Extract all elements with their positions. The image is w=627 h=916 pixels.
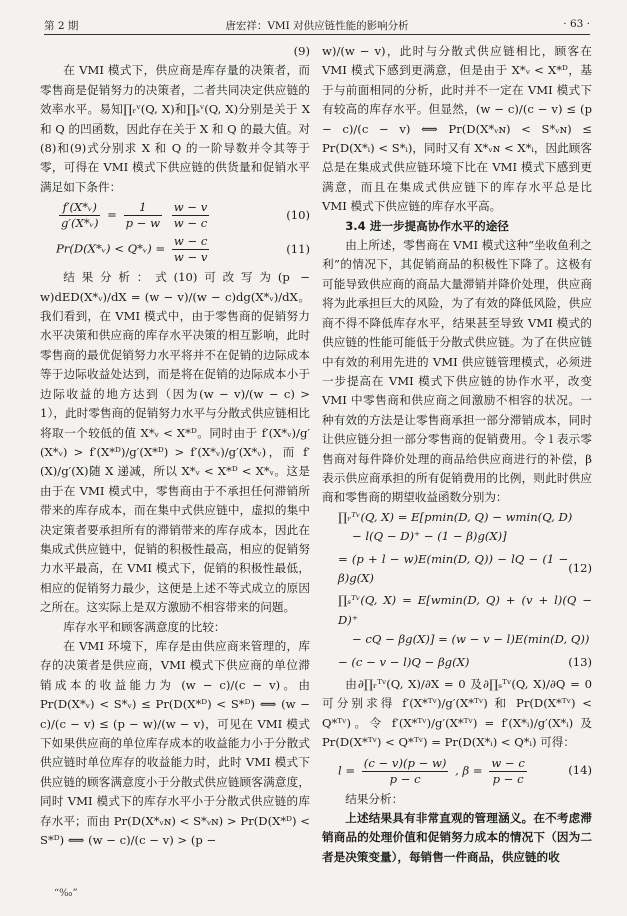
eq11-denominator: w − v [173, 250, 208, 265]
eq10-r1-numerator: 1 [124, 200, 162, 216]
paragraph-vmi-model: 在 VMI 模式下，供应商是库存量的决策者，而零售商是促销努力的决策者，二者共同决定供应链的效率水平。易知∏ᵣᵛ(Q, X)和∏ₛᵛ(Q, X)分别是关于 X 和 Q 的凹函数，因此存在关于 X 和 Q 的最大值。对(8)和(9)式分别求 X 和 Q 的一阶导数并令其等于零，可得在 VMI 模式下供应链的供货量和促销水平满足如下条件： [40, 63, 310, 194]
equation-13-label: (13) [568, 654, 592, 669]
formula-supplier-profit: ∏ₛᵀᵛ(Q, X) = E[wmin(D, Q) + (v + l)(Q − D)⁺ [338, 593, 592, 627]
section-heading-3-4: 3.4 进一步提高协作水平的途径 [345, 218, 509, 233]
eq14-beta-fraction [489, 756, 527, 787]
eq11-lhs: Pr(D(X*ᵥ) < Q*ᵥ) = [56, 241, 166, 256]
paragraph-result-analysis: 结果分析：式(10)可改写为(p − w)dED(X*ᵥ)/dX = (w − v)/(w − c)dg(X*ᵥ)/dX。我们看到，在 VMI 模式中，由于零售商的促销努力水平决策和供应商的库存水平决策的相互影响，此时零售商的最优促销努力水平将并不在促销的边际成本等于边际收益处达到，而是将在促销的边际成本小于边际收益的地方达到（因为(w − v)/(w − c) > 1），此时零售商的促销努力水平与分散式供应链相比将取一个较低的值 X*ᵥ < X*ᴰ。同时由于 f′(X*ᵥ)/g′(X*ᵥ) > f′(X*ᴰ)/g′(X*ᴰ) > f′(X*ᵥ)/g′(X*ᵥ)，而 f′(X)/g′(X)随 X 递减，所以 X*ᵥ < X*ᴰ < X*ᵥ。这是由于在 VMI 模式中，零售商由于不承担任何滞销所带来的库存成本，而在集中式供应链中，虚拟的集中决定策者要承担所有的滞销带来的库存成本，因此在集成式供应链中，促销的积极性最高，相应的促销努力水平最高，在 VMI 模式下，促销的积极性最低，相应的促销努力最少，这便是上述不等式成立的原因之所在。这实际上是双方激励不相容带来的问题。 [40, 270, 310, 615]
equation-12 [322, 550, 592, 589]
eq10-r2-denominator: w − c [173, 216, 208, 231]
eq11-numerator: w − c [172, 234, 210, 250]
eq10-equals: = [107, 207, 117, 222]
eq14-b-numerator: w − c [491, 755, 525, 770]
paragraph-inventory-comparison-heading: 库存水平和顾客满意度的比较： [63, 619, 226, 634]
paragraph-collaboration: 由上所述，零售商在 VMI 模式这种“坐收鱼利之利”的情况下，其促销商品的积极性下降了。这极有可能导致供应商的商品大量滞销并降价处理，供应商将为此承担巨大的风险，为了有效的降低风险，供应商不得不降低库存水平，结果甚至导致 VMI 模式的供应链的性能可能低于分散式供应链。为了在供应链中有效的利用先进的 VMI 供应链管理模式，必须进一步提高在 VMI 模式下供应链的协作水平，改变 VMI 中零售商和供应商之间激励不相容的状况。一种有效的方法是让零售商承担一部分滞销成本，同时让供应链分担一部分零售商的促销费用。令 l 表示零售商对每件降价处理的商品给供应商进行的补偿，β 表示供应商承担的所有促销费用的比例，则此时供应商和零售商的期望收益函数分别为： [322, 238, 592, 505]
equation-14-label: (14) [568, 763, 592, 778]
eq11-fraction [172, 234, 210, 265]
page-number: · 63 · [563, 18, 590, 30]
eq10-lhs-denominator: g′(X*ᵥ) [61, 216, 99, 231]
footer-mark: “‰” [54, 888, 78, 899]
formula-retailer-profit: ∏ᵣᵀᵛ(Q, X) = E[pmin(D, Q) − wmin(Q, D) [338, 509, 573, 524]
equation-11-label: (11) [286, 242, 310, 257]
running-header [44, 16, 590, 35]
equation-9-label: (9) [293, 44, 310, 58]
left-column [40, 42, 310, 850]
equation-11 [40, 234, 310, 265]
eq10-r2-numerator: w − v [173, 200, 208, 215]
paragraph-derivation: 由∂∏ᵣᵀᵛ(Q, X)/∂X = 0 及∂∏ₛᵀᵛ(Q, X)/∂Q = 0 可分别求得 f′(X*ᵀᵛ)/g′(X*ᵀᵛ) 和 Pr(D(X*ᵀᵛ) < Q*ᵀᵛ)。令 f′(X*ᵀᵛ)/g′(X*ᵀᵛ) = f′(X*ᵢ)/g′(X*ᵢ) 及 Pr(D(X*ᵀᵛ) < Q*ᵀᵛ) = Pr(D(X*ᵢ) < Q*ᵢ) 可得： [322, 677, 592, 750]
eq14-l-numerator: (c − v)(p − w) [363, 755, 447, 770]
formula-retailer-profit-expanded: = (p + l − w)E(min(D, Q)) − lQ − (1 − β)g(X) [338, 551, 569, 585]
eq14-l-denominator: p − c [389, 771, 421, 786]
right-column [322, 42, 592, 867]
eq14-b-denominator: p − c [492, 771, 524, 786]
journal-issue: 第 2 期 [44, 20, 79, 32]
equation-10-label: (10) [286, 208, 310, 223]
paragraph-continued: w)/(w − v)，此时与分散式供应链相比，顾客在 VMI 模式下感到更满意，但是由于 X*ᵥ < X*ᴰ，基于与前面相同的分析，此时并不一定在 VMI 模式下有较高的库存水平。但显然，(w − c)/(c − v) ≤ (p − c)/(c − v) ⟺ Pr(D(X*ᵥɴ) < S*ᵥɴ) ≤ Pr(D(X*ᵢ) < S*ᵢ)，同时又有 X*ᵥɴ < X*ᵢ，因此顾客总是在集成式供应链环境下比在 VMI 模式下感到更满意，而且在集成式供应链下的库存水平总是比 VMI 模式下供应链的库存水平高。 [322, 44, 592, 214]
formula-supplier-profit-cont: − cQ − βg(X)] = (w − v − l)E(min(D, Q)) [352, 632, 590, 647]
paragraph-inventory-comparison: 在 VMI 环境下，库存是由供应商来管理的，库存的决策者是供应商，VMI 模式下供应商的单位滞销成本的收益能力为 (w − c)/(c − v)。由 Pr(D(X*ᵥ) < S*ᵥ) ≤ Pr(D(X*ᴰ) < S*ᴰ) ⟺ (w − c)/(c − v) ≤ (p − w)/(w − v)，可见在 VMI 模式下如果供应商的单位库存成本的收益能力小于分散式供应链时单位库存的收益能力时，此时 VMI 模式下供应链的顾客满意度小于分散式供应链顾客满意度，同时 VMI 模式下的库存水平小于分散式供应链的库存水平；而由 Pr(D(X*ᵥɴ) < S*ᵥɴ) > Pr(D(X*ᴰ) < S*ᴰ) ⟺ (w − c)/(c − v) > (p − [40, 638, 310, 848]
formula-supplier-profit-expanded: − (c − v − l)Q − βg(X) [338, 654, 470, 669]
equation-10 [40, 200, 310, 231]
paragraph-result-analysis-heading: 结果分析： [345, 791, 404, 806]
eq10-r1-denominator: p − w [125, 216, 161, 231]
eq10-lhs-numerator: f′(X*ᵥ) [59, 200, 100, 216]
eq10-lhs-fraction [59, 200, 100, 231]
formula-retailer-profit-cont: − l(Q − D)⁺ − (1 − β)g(X)] [352, 529, 507, 544]
eq10-rhs-fraction-1 [124, 200, 162, 231]
equation-13 [322, 653, 592, 672]
paragraph-management-implication: 上述结果具有非常直观的管理涵义。在不考虑滞销商品的处理价值和促销努力成本的情况下（因为二者是决策变量），每销售一件商品，供应链的收 [322, 811, 592, 864]
eq14-l: l = [338, 763, 356, 778]
eq14-l-fraction [362, 756, 449, 787]
eq14-beta: , β = [455, 763, 483, 778]
equation-12-label: (12) [568, 561, 592, 576]
article-running-title: 唐宏祥：VMI 对供应链性能的影响分析 [225, 20, 409, 32]
eq10-rhs-fraction-2 [172, 200, 210, 231]
equation-14 [322, 756, 592, 787]
